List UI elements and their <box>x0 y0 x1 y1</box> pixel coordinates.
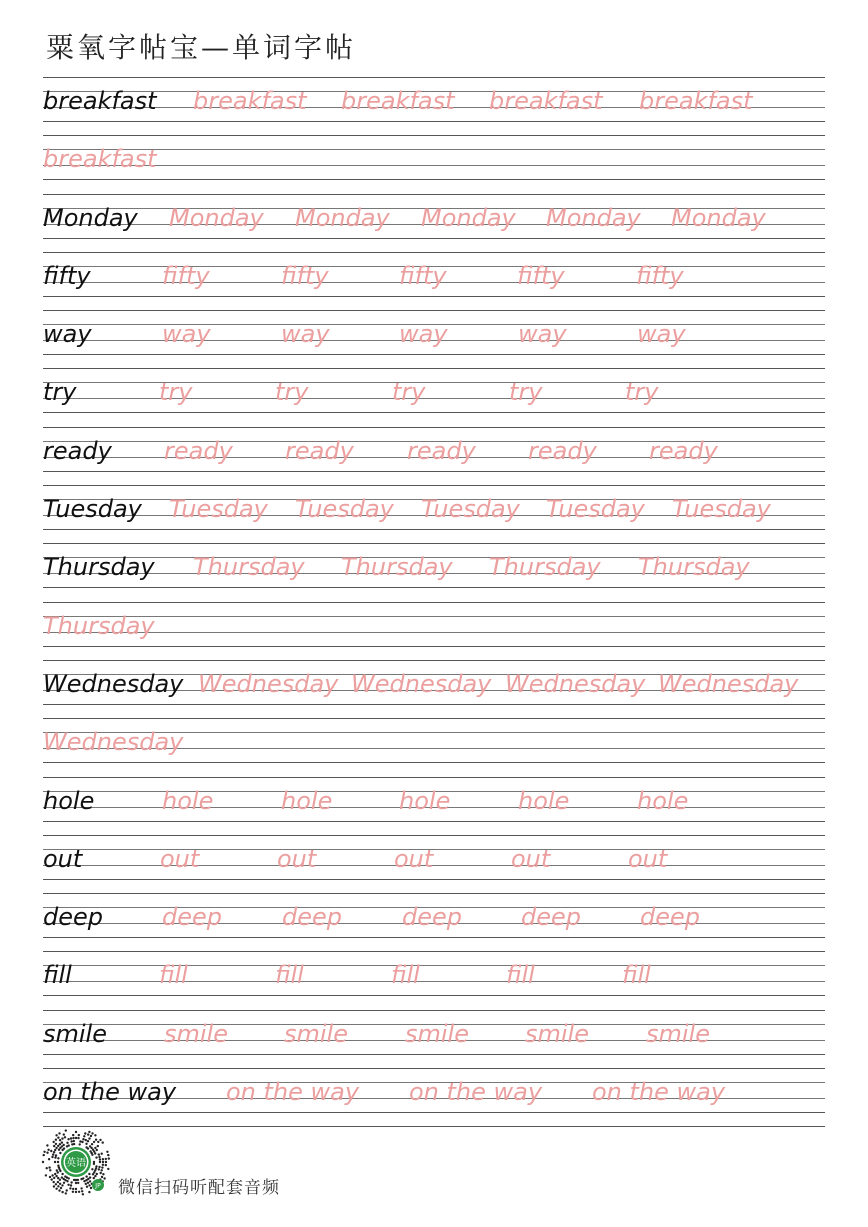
trace-word: Tuesday <box>672 495 771 524</box>
trace-word: Thursday <box>193 553 305 582</box>
trace-word: Wednesday <box>505 669 646 698</box>
practice-row <box>43 427 825 485</box>
practice-row <box>43 951 825 1009</box>
trace-word: fill <box>391 961 420 990</box>
trace-word: Tuesday <box>421 495 520 524</box>
guide-line <box>43 704 825 705</box>
trace-word: Monday <box>295 203 390 232</box>
trace-word: Monday <box>671 203 766 232</box>
guide-line <box>43 121 825 122</box>
handwriting-practice-rows <box>43 77 825 1127</box>
guide-line <box>43 835 825 836</box>
trace-word: ready <box>285 436 354 465</box>
trace-word: deep <box>162 903 222 932</box>
model-word: on the way <box>43 1078 177 1107</box>
guide-line <box>43 879 825 880</box>
trace-word: try <box>392 378 426 407</box>
qr-code-icon[interactable] <box>40 1127 112 1197</box>
model-word: Monday <box>43 203 138 232</box>
guide-line <box>43 660 825 661</box>
guide-line <box>43 1112 825 1113</box>
trace-word: breakfast <box>639 87 753 115</box>
trace-word: fifty <box>517 261 565 290</box>
trace-word: on the way <box>226 1078 360 1107</box>
trace-word: fifty <box>636 261 684 290</box>
footer <box>40 1127 370 1197</box>
practice-row <box>43 1010 825 1068</box>
model-word: fifty <box>43 261 91 290</box>
trace-word: ready <box>528 436 597 465</box>
guide-line <box>43 587 825 588</box>
guide-line <box>43 821 825 822</box>
guide-line <box>43 951 825 952</box>
guide-line <box>43 412 825 413</box>
guide-line <box>43 543 825 544</box>
trace-word: hole <box>399 786 451 815</box>
practice-row <box>43 718 825 776</box>
guide-line <box>43 1010 825 1011</box>
trace-word: Tuesday <box>546 495 645 524</box>
trace-word: ready <box>164 436 233 465</box>
trace-word: deep <box>640 903 700 932</box>
model-word: fill <box>43 961 72 990</box>
trace-word: way <box>281 320 330 349</box>
guide-line <box>43 893 825 894</box>
guide-line <box>43 471 825 472</box>
trace-word: way <box>162 320 211 349</box>
trace-word: on the way <box>592 1078 726 1107</box>
guide-line <box>43 602 825 603</box>
trace-word: smile <box>646 1019 710 1048</box>
guide-line <box>43 165 825 166</box>
practice-row <box>43 252 825 310</box>
guide-line <box>43 368 825 369</box>
trace-word: fill <box>275 961 304 990</box>
model-word: ready <box>43 436 112 465</box>
guide-line <box>43 718 825 719</box>
guide-line <box>43 485 825 486</box>
guide-line <box>43 135 825 136</box>
trace-word: ready <box>649 436 718 465</box>
trace-word: fifty <box>281 261 329 290</box>
trace-word: Wednesday <box>351 669 492 698</box>
trace-word: Thursday <box>489 553 601 582</box>
guide-line <box>43 296 825 297</box>
trace-word: deep <box>521 903 581 932</box>
trace-word: Wednesday <box>43 728 184 757</box>
practice-row <box>43 1068 825 1126</box>
practice-row <box>43 368 825 426</box>
practice-row <box>43 777 825 835</box>
guide-line <box>43 1068 825 1069</box>
guide-line <box>43 252 825 253</box>
model-word: Tuesday <box>43 495 142 524</box>
trace-word: out <box>277 844 317 873</box>
trace-word: try <box>509 378 543 407</box>
practice-row <box>43 660 825 718</box>
trace-word: hole <box>518 786 570 815</box>
trace-word: way <box>518 320 567 349</box>
trace-word: Thursday <box>638 553 750 582</box>
guide-line <box>43 427 825 428</box>
trace-word: try <box>159 378 193 407</box>
trace-word: breakfast <box>341 87 455 115</box>
trace-word: try <box>275 378 309 407</box>
trace-word: Monday <box>421 203 516 232</box>
trace-word: hole <box>637 786 689 815</box>
guide-line <box>43 762 825 763</box>
qr-center-label: 英语 <box>66 1158 86 1169</box>
trace-word: Wednesday <box>658 669 799 698</box>
guide-line <box>43 1054 825 1055</box>
page-title: 粟氧字帖宝—单词字帖 <box>46 31 357 64</box>
trace-word: ready <box>407 436 476 465</box>
practice-row <box>43 135 825 193</box>
trace-word: fifty <box>162 261 210 290</box>
guide-line <box>43 310 825 311</box>
trace-word: Thursday <box>341 553 453 582</box>
trace-word: out <box>394 844 434 873</box>
trace-word: smile <box>164 1019 228 1048</box>
trace-word: Monday <box>169 203 264 232</box>
trace-word: Tuesday <box>295 495 394 524</box>
guide-line <box>43 77 825 78</box>
practice-row <box>43 543 825 601</box>
guide-line <box>43 616 825 617</box>
guide-line <box>43 149 825 150</box>
trace-word: breakfast <box>193 87 307 115</box>
model-word: way <box>43 320 92 349</box>
model-word: smile <box>43 1019 107 1048</box>
model-word: Wednesday <box>43 669 184 698</box>
practice-row <box>43 310 825 368</box>
guide-line <box>43 238 825 239</box>
guide-line <box>43 777 825 778</box>
model-word: try <box>43 378 77 407</box>
trace-word: Monday <box>546 203 641 232</box>
guide-line <box>43 632 825 633</box>
trace-word: on the way <box>409 1078 543 1107</box>
practice-row <box>43 77 825 135</box>
trace-word: out <box>628 844 668 873</box>
trace-word: smile <box>405 1019 469 1048</box>
trace-word: hole <box>281 786 333 815</box>
guide-line <box>43 646 825 647</box>
trace-word: try <box>625 378 659 407</box>
practice-row <box>43 835 825 893</box>
trace-word: Wednesday <box>198 669 339 698</box>
guide-line <box>43 179 825 180</box>
trace-word: fill <box>159 961 188 990</box>
trace-word: fill <box>622 961 651 990</box>
model-word: out <box>43 844 83 873</box>
trace-word: way <box>399 320 448 349</box>
guide-line <box>43 194 825 195</box>
trace-word: fifty <box>399 261 447 290</box>
practice-row <box>43 602 825 660</box>
trace-word: smile <box>525 1019 589 1048</box>
trace-word: out <box>511 844 551 873</box>
model-word: hole <box>43 786 95 815</box>
trace-word: fill <box>506 961 535 990</box>
qr-badge-label: JP <box>95 1182 101 1190</box>
trace-word: breakfast <box>489 87 603 115</box>
guide-line <box>43 937 825 938</box>
model-word: deep <box>43 903 103 932</box>
trace-word: deep <box>402 903 462 932</box>
trace-word: smile <box>284 1019 348 1048</box>
guide-line <box>43 529 825 530</box>
trace-word: out <box>160 844 200 873</box>
guide-line <box>43 354 825 355</box>
practice-row <box>43 194 825 252</box>
practice-row <box>43 485 825 543</box>
trace-word: hole <box>162 786 214 815</box>
guide-line <box>43 995 825 996</box>
scan-instruction: 微信扫码听配套音频 <box>118 1178 280 1198</box>
trace-word: Thursday <box>43 611 155 640</box>
model-word: breakfast <box>43 87 157 115</box>
trace-word: deep <box>282 903 342 932</box>
practice-row <box>43 893 825 951</box>
trace-word: way <box>637 320 686 349</box>
model-word: Thursday <box>43 553 155 582</box>
trace-word: Tuesday <box>169 495 268 524</box>
trace-word: breakfast <box>43 145 157 174</box>
